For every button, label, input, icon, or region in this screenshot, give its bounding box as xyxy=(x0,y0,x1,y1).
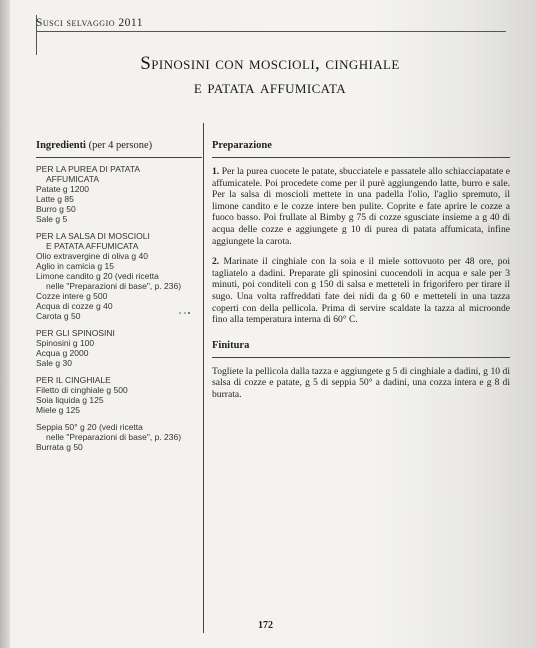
ingredient-item: Acqua di cozze g 40 xyxy=(36,301,113,311)
ingredient-group xyxy=(36,422,202,452)
finishing-rule xyxy=(212,357,510,358)
ingredient-groups xyxy=(36,164,202,452)
recipe-title xyxy=(60,52,480,100)
ingredient-item: Seppia 50° g 20 (vedi ricetta xyxy=(36,422,143,432)
title-line-2: e patata affumicata xyxy=(193,77,347,98)
ingredient-item: Aglio in camicia g 15 xyxy=(36,261,114,271)
header-rule xyxy=(36,31,506,32)
method-column xyxy=(212,140,510,410)
binding-edge xyxy=(0,0,10,648)
ingredient-group-title: PER IL CINGHIALE xyxy=(36,375,111,385)
ingredient-item: Sale g 30 xyxy=(36,358,72,368)
ingredient-item: Filetto di cinghiale g 500 xyxy=(36,385,128,395)
ingredients-heading xyxy=(36,140,202,151)
ingredients-column xyxy=(36,140,202,459)
ingredient-group xyxy=(36,164,202,224)
ingredient-item: Sale g 5 xyxy=(36,214,68,224)
preparation-rule xyxy=(212,157,510,158)
running-head: Susci selvaggio 2011 xyxy=(36,17,143,29)
ingredient-item: Cozze intere g 500 xyxy=(36,291,108,301)
ingredient-item: Carota g 50 xyxy=(36,311,81,321)
ingredient-group xyxy=(36,328,202,368)
ingredient-item: Patate g 1200 xyxy=(36,184,89,194)
ingredient-group-title: AFFUMICATA xyxy=(46,174,100,184)
ingredients-rule xyxy=(36,157,202,158)
servings-label: (per 4 persone) xyxy=(88,140,153,151)
title-line-1: Spinosini con moscioli, cinghiale xyxy=(140,53,400,74)
ingredient-item: nelle "Preparazioni di base", p. 236) xyxy=(46,432,182,442)
ingredient-item: Limone candito g 20 (vedi ricetta xyxy=(36,271,159,281)
finishing-heading: Finitura xyxy=(212,339,250,351)
ingredient-group-title: E PATATA AFFUMICATA xyxy=(46,241,139,251)
ink-mark xyxy=(178,311,192,315)
ingredient-item: nelle "Preparazioni di base", p. 236) xyxy=(46,281,182,291)
ingredient-item: Acqua g 2000 xyxy=(36,348,89,358)
ingredient-item: Latte g 85 xyxy=(36,194,74,204)
preparation-step xyxy=(212,166,510,247)
ingredient-group-title: PER GLI SPINOSINI xyxy=(36,328,115,338)
finishing-text: Togliete la pellicola dalla tazza e aggiungete g 5 di cinghiale a dadini, g 10 di salsa di cozze e patate, g 5 di seppia 50° a dadini, una cozza intera e g 8 di burrata. xyxy=(212,365,510,400)
ingredient-group xyxy=(36,375,202,415)
ingredient-group xyxy=(36,231,202,321)
ingredient-item: Burrata g 50 xyxy=(36,442,83,452)
step-text: Per la purea cuocete le patate, sbucciatele e passatele allo schiacciapatate e affumicatele. Poi procedete come per il purè aggiungendo latte, burro e sale. Per la salsa di moscioli mettete in una padella l'olio, l'aglio spremuto, il limone candito e le cozze intere ben pulite. Coprite e fate aprire le cozze a fuoco basso. Poi frullate al Bimby g 75 di cozze sgusciate insieme a g 40 di acqua delle cozze e aggiungete g 10 di purea di patata affumicata, infine aggiungete la carota. xyxy=(212,166,510,247)
ingredient-item: Burro g 50 xyxy=(36,204,76,214)
ingredient-group-title: PER LA SALSA DI MOSCIOLI xyxy=(36,231,150,241)
step-number: 1. xyxy=(212,166,220,177)
ingredient-item: Soia liquida g 125 xyxy=(36,395,104,405)
ingredient-item: Olio extravergine di oliva g 40 xyxy=(36,251,148,261)
preparation-heading: Preparazione xyxy=(212,140,272,151)
column-divider xyxy=(203,123,204,633)
ingredients-label: Ingredienti xyxy=(36,140,86,151)
preparation-step xyxy=(212,256,510,326)
step-text: Marinate il cinghiale con la soia e il miele sottovuoto per 48 ore, poi tagliatelo a dadini. Preparate gli spinosini cuocendoli in acqua e sale per 3 minuti, poi conditeli con g 150 di salsa e metteteli in frigorifero per tirare il sugo. Una volta raffreddati fate dei nidi da g 60 e metteteli in una tazza coperti con della pellicola. Prima di servire scaldate la tazza al microonde fino alla temperatura interna di 60° C. xyxy=(212,256,510,326)
page-number: 172 xyxy=(258,620,273,631)
step-number: 2. xyxy=(212,256,220,268)
ingredient-item: Spinosini g 100 xyxy=(36,338,95,348)
ingredient-item: Miele g 125 xyxy=(36,405,80,415)
ingredient-group-title: PER LA PUREA DI PATATA xyxy=(36,164,141,174)
